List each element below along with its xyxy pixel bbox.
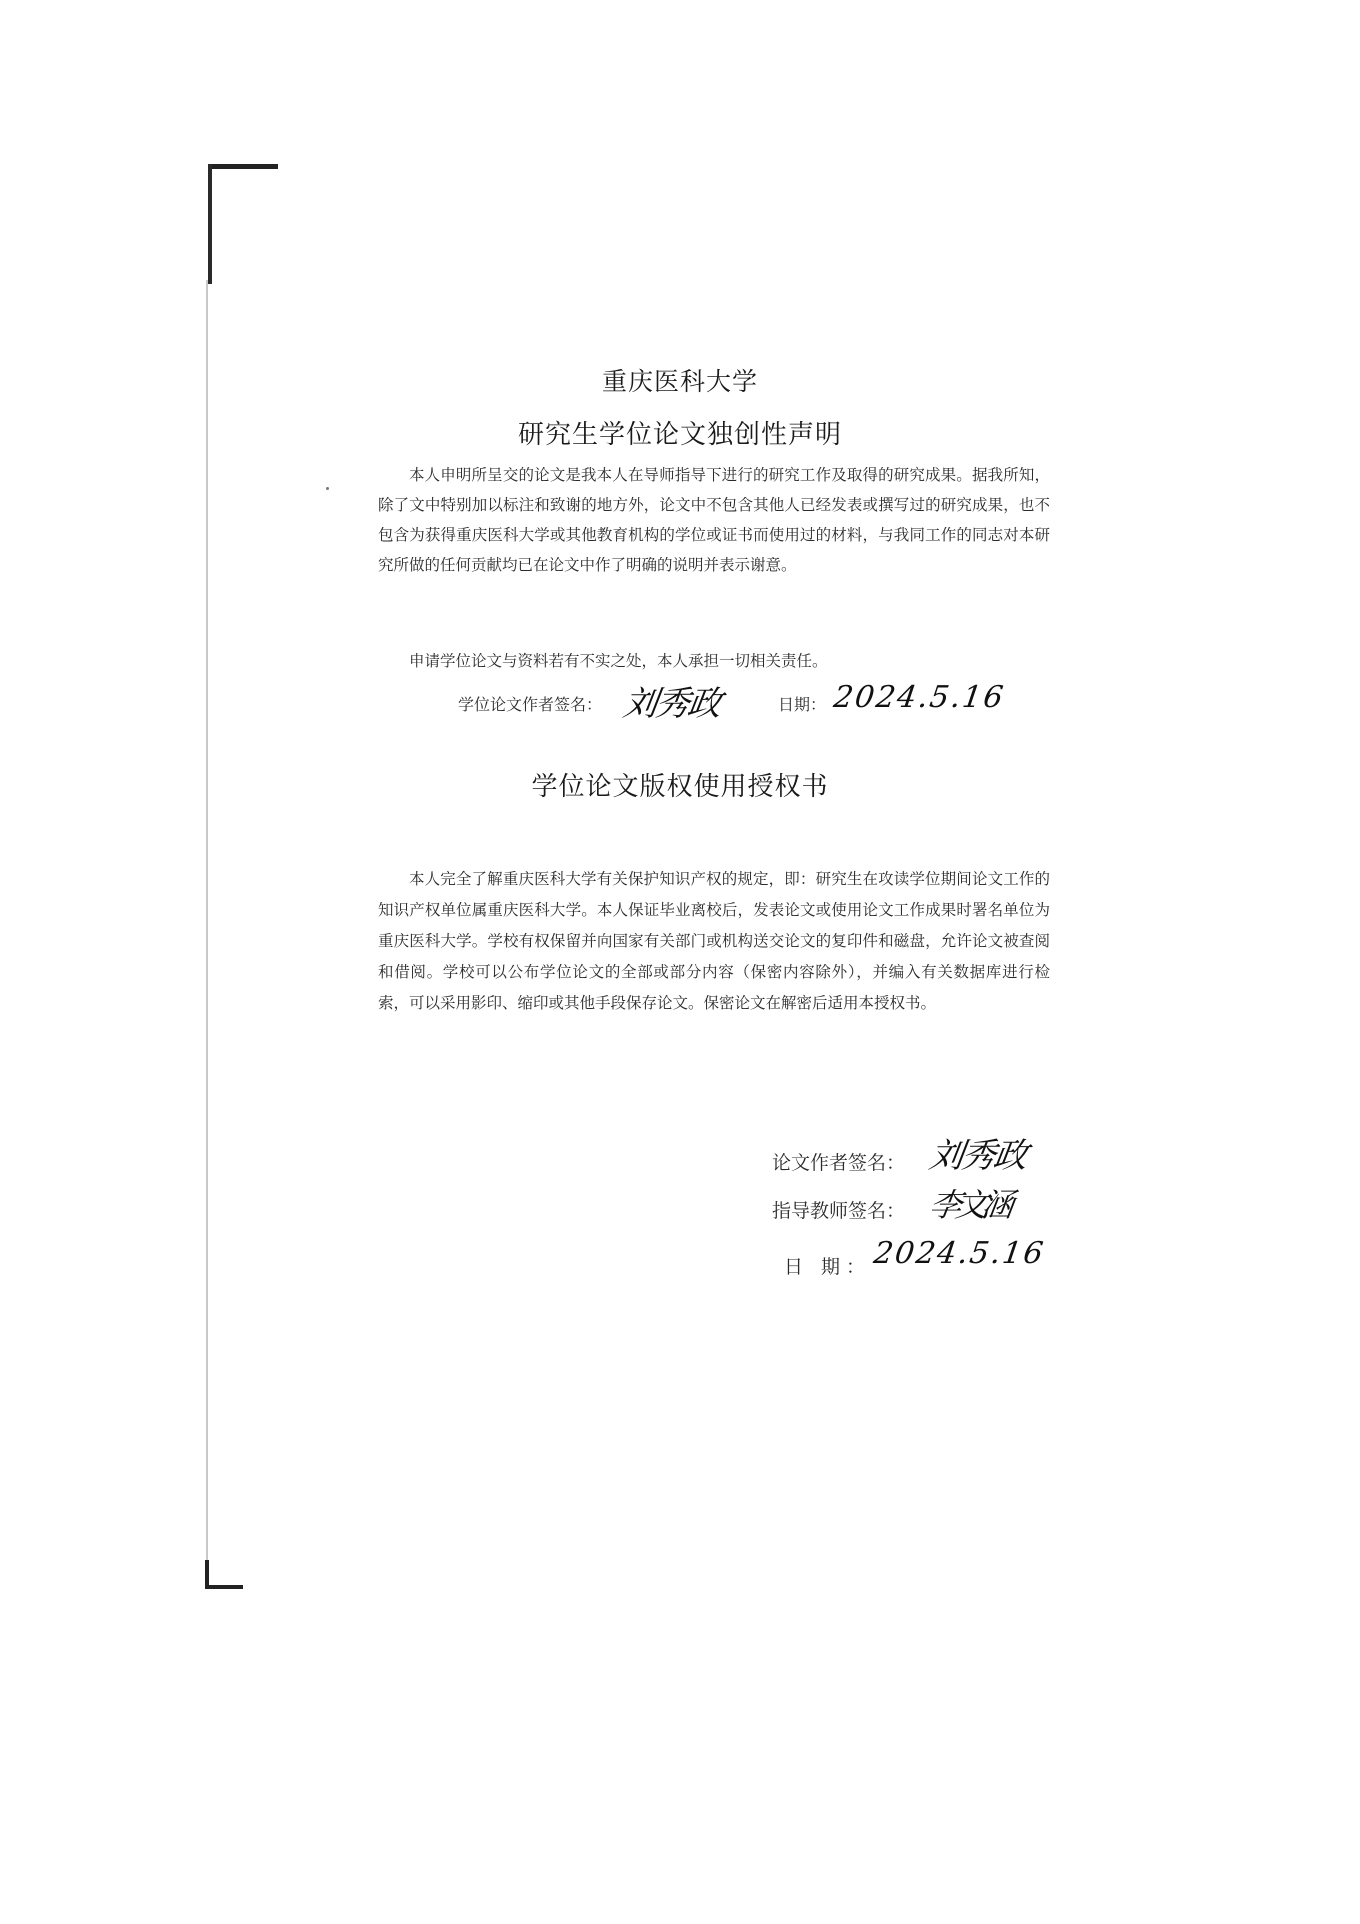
declaration-responsibility: 申请学位论文与资料若有不实之处，本人承担一切相关责任。 (409, 652, 828, 670)
author-signature-label: 论文作者签名： (772, 1152, 906, 1174)
advisor-signature-label: 指导教师签名： (772, 1200, 906, 1222)
binding-mark-bottom (205, 1585, 243, 1589)
binding-mark-top (208, 164, 278, 169)
declaration-date-label: 日期： (778, 695, 827, 714)
binding-mark-top-vertical (208, 164, 212, 284)
authorization-title: 学位论文版权使用授权书 (531, 772, 829, 802)
declaration-handwritten-date: 2024.5.16 (831, 680, 1008, 715)
authorization-date-label: 日 期： (784, 1256, 872, 1278)
authorization-handwritten-date: 2024.5.16 (871, 1236, 1048, 1271)
declaration-paragraph: 本人申明所呈交的论文是我本人在导师指导下进行的研究工作及取得的研究成果。据我所知，除了文中特别加以标注和致谢的地方外，论文中不包含其他人已经发表或撰写过的研究成果，也不包含为获得重庆医科大学或其他教育机构的学位或证书而使用过的材料，与我同工作的同志对本研究所做的任何贡献均已在论文中作了明确的说明并表示谢意。 (378, 466, 1050, 574)
university-title: 重庆医科大学 (601, 367, 758, 396)
declaration-signature-label: 学位论文作者签名： (458, 695, 603, 714)
scan-left-edge (206, 280, 208, 1580)
declaration-title: 研究生学位论文独创性声明 (517, 420, 842, 450)
scan-speck (326, 487, 329, 490)
binding-mark-bottom-vertical (205, 1560, 209, 1588)
authorization-paragraph: 本人完全了解重庆医科大学有关保护知识产权的规定，即：研究生在攻读学位期间论文工作的知识产权单位属重庆医科大学。本人保证毕业离校后，发表论文或使用论文工作成果时署名单位为重庆医科大学。学校有权保留并向国家有关部门或机构送交论文的复印件和磁盘，允许论文被查阅和借阅。学校可以公布学位论文的全部或部分内容（保密内容除外），并编入有关数据库进行检索，可以采用影印、缩印或其他手段保存论文。保密论文在解密后适用本授权书。 (378, 870, 1050, 1012)
author-handwritten-signature: 刘秀政 (926, 1136, 1029, 1176)
declaration-handwritten-signature: 刘秀政 (620, 684, 723, 724)
advisor-handwritten-signature: 李文涵 (927, 1186, 1011, 1224)
